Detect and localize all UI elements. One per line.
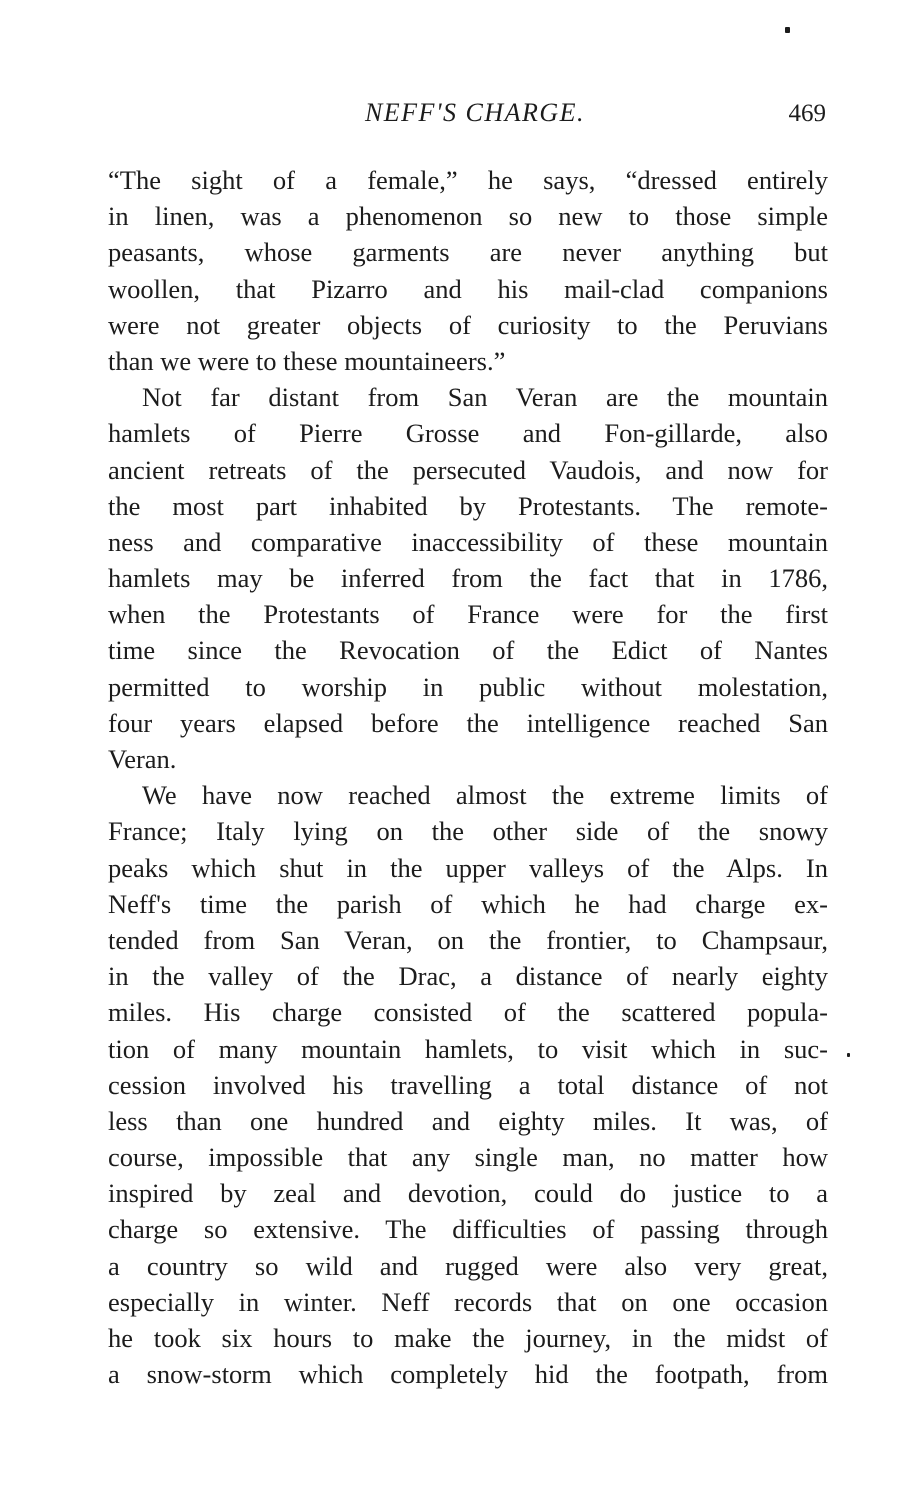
text-line: tion of many mountain hamlets, to visit which in suc-	[108, 1033, 828, 1064]
text-line: France; Italy lying on the other side of the snowy	[108, 816, 828, 847]
text-line: peaks which shut in the upper valleys of the Alps. In	[108, 852, 828, 883]
text-line: a country so wild and rugged were also very great,	[108, 1250, 828, 1281]
text-line: time since the Revocation of the Edict of Nantes	[108, 635, 828, 666]
text-line: were not greater objects of curiosity to the Peruvians	[108, 309, 828, 340]
running-head	[108, 98, 828, 138]
text-line: “The sight of a female,” he says, “dressed entirely	[108, 165, 828, 195]
text-line: permitted to worship in public without molestation,	[108, 671, 828, 702]
running-head-title: NEFF'S CHARGE.	[364, 98, 586, 127]
text-line: hamlets of Pierre Grosse and Fon-gillarde, also	[108, 418, 828, 449]
text-line: less than one hundred and eighty miles. It was, of	[108, 1105, 828, 1136]
text-line: peasants, whose garments are never anything but	[108, 237, 828, 268]
text-line: miles. His charge consisted of the scattered popula-	[108, 997, 828, 1028]
text-line: the most part inhabited by Protestants. The remote-	[108, 490, 828, 521]
text-line: inspired by zeal and devotion, could do justice to a	[108, 1178, 828, 1209]
text-line: Neff's time the parish of which he had charge ex-	[108, 888, 828, 919]
text-line: in the valley of the Drac, a distance of nearly eighty	[108, 961, 828, 992]
text-line: in linen, was a phenomenon so new to those simple	[108, 201, 828, 232]
text-line: cession involved his travelling a total distance of not	[108, 1069, 828, 1100]
text-line: woollen, that Pizarro and his mail-clad companions	[108, 273, 828, 304]
text-line: a snow-storm which completely hid the footpath, from	[108, 1359, 828, 1390]
text-line: four years elapsed before the intelligence reached San	[108, 707, 828, 738]
text-line: We have now reached almost the extreme limits of	[142, 780, 828, 811]
text-line: course, impossible that any single man, no matter how	[108, 1142, 828, 1173]
text-line: charge so extensive. The difficulties of passing through	[108, 1214, 828, 1245]
text-line: than we were to these mountaineers.”	[108, 345, 506, 376]
ink-speck	[847, 1053, 850, 1057]
body-text	[108, 162, 828, 1392]
text-line: ness and comparative inaccessibility of these mountain	[108, 526, 828, 557]
text-line: tended from San Veran, on the frontier, to Champsaur,	[108, 924, 828, 955]
page-number: 469	[788, 100, 826, 127]
text-line: hamlets may be inferred from the fact that in 1786,	[108, 563, 828, 594]
text-line: he took six hours to make the journey, in the midst of	[108, 1323, 828, 1353]
text-line: when the Protestants of France were for the first	[108, 599, 828, 630]
text-line: Not far distant from San Veran are the mountain	[142, 382, 828, 413]
ink-speck	[785, 27, 790, 33]
text-line: ancient retreats of the persecuted Vaudois, and now for	[108, 454, 828, 485]
text-line: especially in winter. Neff records that on one occasion	[108, 1286, 828, 1317]
text-line: Veran.	[108, 744, 177, 774]
